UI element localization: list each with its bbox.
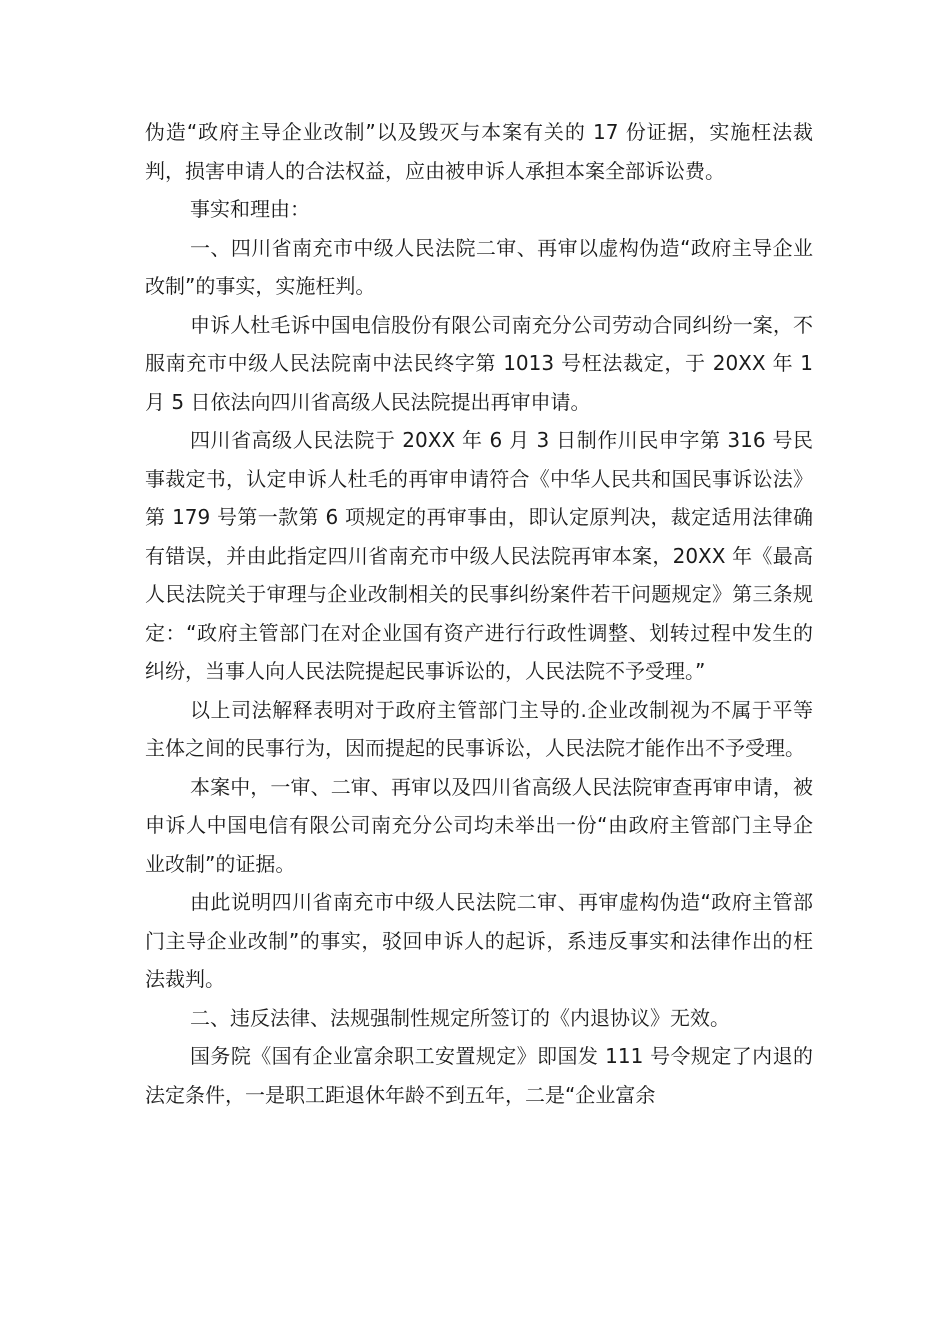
document-body — [145, 113, 813, 1114]
paragraph-regulation: 国务院《国有企业富余职工安置规定》即国发 111 号令规定了内退的法定条件，一是职工距退休年龄不到五年，二是“企业富余 — [145, 1044, 813, 1107]
paragraph-conclusion: 由此说明四川省南充市中级人民法院二审、再审虚构伪造“政府主管部门主导企业改制”的事实，驳回申诉人的起诉，系违反事实和法律作出的枉法裁判。 — [145, 890, 813, 991]
paragraph-facts-heading: 事实和理由： — [190, 197, 310, 221]
paragraph-ruling-citation: 四川省高级人民法院于 20XX 年 6 月 3 日制作川民申字第 316 号民事裁定书，认定申诉人杜毛的再审申请符合《中华人民共和国民事诉讼法》第 179 号第一款第 6 项规定的再审事由，即认定原判决，裁定适用法律确有错误，并由此指定四川省南充市中级人民法院再审本案，20XX 年《最高人民法院关于审理与企业改制相关的民事纠纷案件若干问题规定》第三条规定：“政府主管部门在对企业国有资产进行行政性调整、划转过程中发生的纠纷，当事人向人民法院提起民事诉讼的，人民法院不予受理。” — [145, 428, 813, 683]
paragraph-continued: 伪造“政府主导企业改制”以及毁灭与本案有关的 17 份证据，实施枉法裁判，损害申请人的合法权益，应由被申诉人承担本案全部诉讼费。 — [145, 120, 813, 183]
paragraph-evidence: 本案中，一审、二审、再审以及四川省高级人民法院审查再审申请，被申诉人中国电信有限公司南充分公司均未举出一份“由政府主管部门主导企业改制”的证据。 — [145, 774, 813, 876]
paragraph-section-two-heading: 二、违反法律、法规强制性规定所签订的《内退协议》无效。 — [190, 1005, 730, 1030]
paragraph-interpretation: 以上司法解释表明对于政府主管部门主导的.企业改制视为不属于平等主体之间的民事行为，因而提起的民事诉讼，人民法院才能作出不予受理。 — [145, 697, 813, 760]
paragraph-case-background: 申诉人杜毛诉中国电信股份有限公司南充分公司劳动合同纠纷一案，不服南充市中级人民法院南中法民终字第 1013 号枉法裁定，于 20XX 年 1 月 5 日依法向四川省高级人民法院提出再审申请。 — [145, 312, 813, 414]
paragraph-section-one-heading: 一、四川省南充市中级人民法院二审、再审以虚构伪造“政府主导企业改制”的事实，实施枉判。 — [145, 235, 813, 298]
